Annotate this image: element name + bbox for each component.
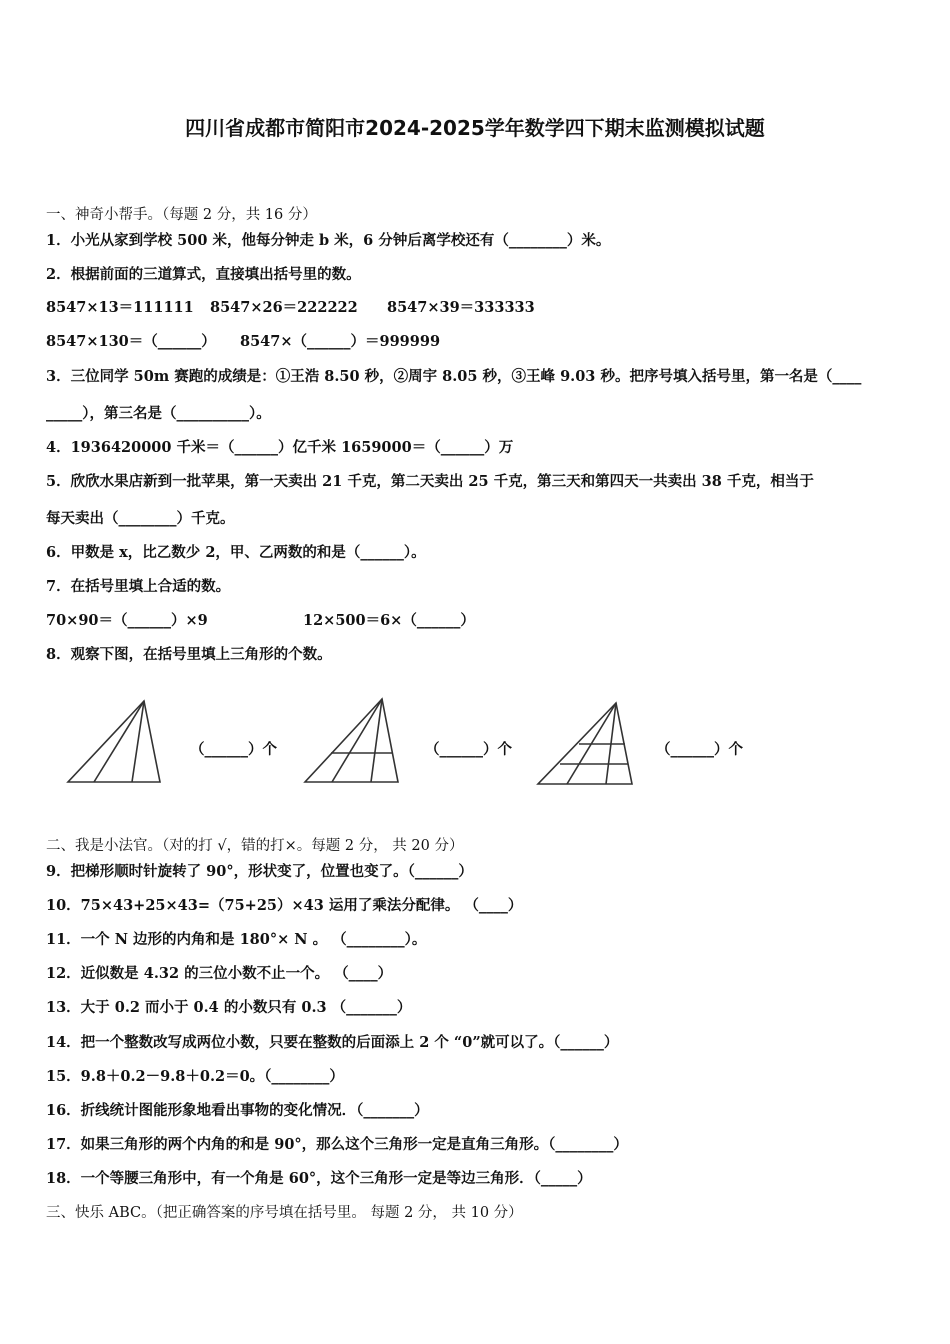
outer-triangle <box>68 701 160 782</box>
question-9: 9．把梯形顺时针旋转了 90°，形状变了，位置也变了。（______） <box>46 863 473 880</box>
question-15: 15．9.8＋0.2－9.8＋0.2＝0。（________） <box>46 1068 344 1085</box>
question-4: 4．1936420000 千米＝（______）亿千米 1659000＝（______）万 <box>46 439 514 456</box>
question-5-line-2: 每天卖出（________）千克。 <box>46 510 235 527</box>
triangle-figure-1 <box>64 698 164 786</box>
question-1: 1．小光从家到学校 500 米，他每分钟走 b 米，6 分钟后离学校还有（________）米。 <box>46 232 611 249</box>
question-8: 8．观察下图，在括号里填上三角形的个数。 <box>46 646 332 663</box>
question-7-equation-2: 12×500＝6×（______） <box>303 612 475 629</box>
outer-triangle <box>305 699 398 782</box>
section-2-header: 二、我是小法官。（对的打 √，错的打×。每题 2 分， 共 20 分） <box>46 838 464 854</box>
triangle-figure-2 <box>302 696 402 786</box>
question-18: 18．一个等腰三角形中，有一个角是 60°，这个三角形一定是等边三角形．（_____） <box>46 1170 592 1187</box>
inner-line <box>132 701 144 782</box>
question-3-line-1: 3．三位同学 50m 赛跑的成绩是：①王浩 8.50 秒，②周宇 8.05 秒，③王峰 9.03 秒。把序号填入括号里，第一名是（____ <box>46 368 862 385</box>
figure-3-answer-blank: （______）个 <box>656 741 743 758</box>
question-6: 6．甲数是 x，比乙数少 2，甲、乙两数的和是（______）。 <box>46 544 426 561</box>
question-17: 17．如果三角形的两个内角的和是 90°，那么这个三角形一定是直角三角形。（________） <box>46 1136 628 1153</box>
inner-line <box>94 701 144 782</box>
triangle-figure-3 <box>536 700 636 788</box>
question-7-equation-1: 70×90＝（______）×9 <box>46 612 208 629</box>
question-14: 14．把一个整数改写成两位小数，只要在整数的后面添上 2 个 “0”就可以了。（______） <box>46 1034 619 1051</box>
question-7: 7．在括号里填上合适的数。 <box>46 578 231 595</box>
section-3-header: 三、快乐 ABC。（把正确答案的序号填在括号里。 每题 2 分， 共 10 分） <box>46 1205 523 1221</box>
question-2-equation-3: 8547×39＝333333 <box>387 299 535 316</box>
figure-1-answer-blank: （______）个 <box>190 741 277 758</box>
question-12: 12．近似数是 4.32 的三位小数不止一个。 （____） <box>46 965 393 982</box>
figure-2-answer-blank: （______）个 <box>425 741 512 758</box>
section-1-header: 一、神奇小帮手。（每题 2 分，共 16 分） <box>46 207 317 223</box>
inner-line <box>371 699 382 782</box>
question-11: 11．一个 N 边形的内角和是 180°× N 。 （________）。 <box>46 931 427 948</box>
question-10: 10．75×43+25×43=（75+25）×43 运用了乘法分配律。 （____） <box>46 897 523 914</box>
question-2-equation-4: 8547×130＝（______） <box>46 333 216 350</box>
question-5-line-1: 5．欣欣水果店新到一批苹果，第一天卖出 21 千克，第二天卖出 25 千克，第三天和第四天一共卖出 38 千克，相当于 <box>46 473 814 490</box>
question-2: 2．根据前面的三道算式，直接填出括号里的数。 <box>46 266 361 283</box>
question-16: 16．折线统计图能形象地看出事物的变化情况．（_______） <box>46 1102 429 1119</box>
question-2-equation-2: 8547×26＝222222 <box>210 299 358 316</box>
question-2-equation-1: 8547×13＝111111 <box>46 299 194 316</box>
inner-line <box>332 699 382 782</box>
question-2-equation-5: 8547×（______）＝999999 <box>240 333 441 350</box>
page-title: 四川省成都市简阳市2024-2025学年数学四下期末监测模拟试题 <box>185 116 765 140</box>
question-3-line-2: _____），第三名是（__________）。 <box>46 405 271 422</box>
question-13: 13．大于 0.2 而小于 0.4 的小数只有 0.3 （_______） <box>46 999 412 1016</box>
